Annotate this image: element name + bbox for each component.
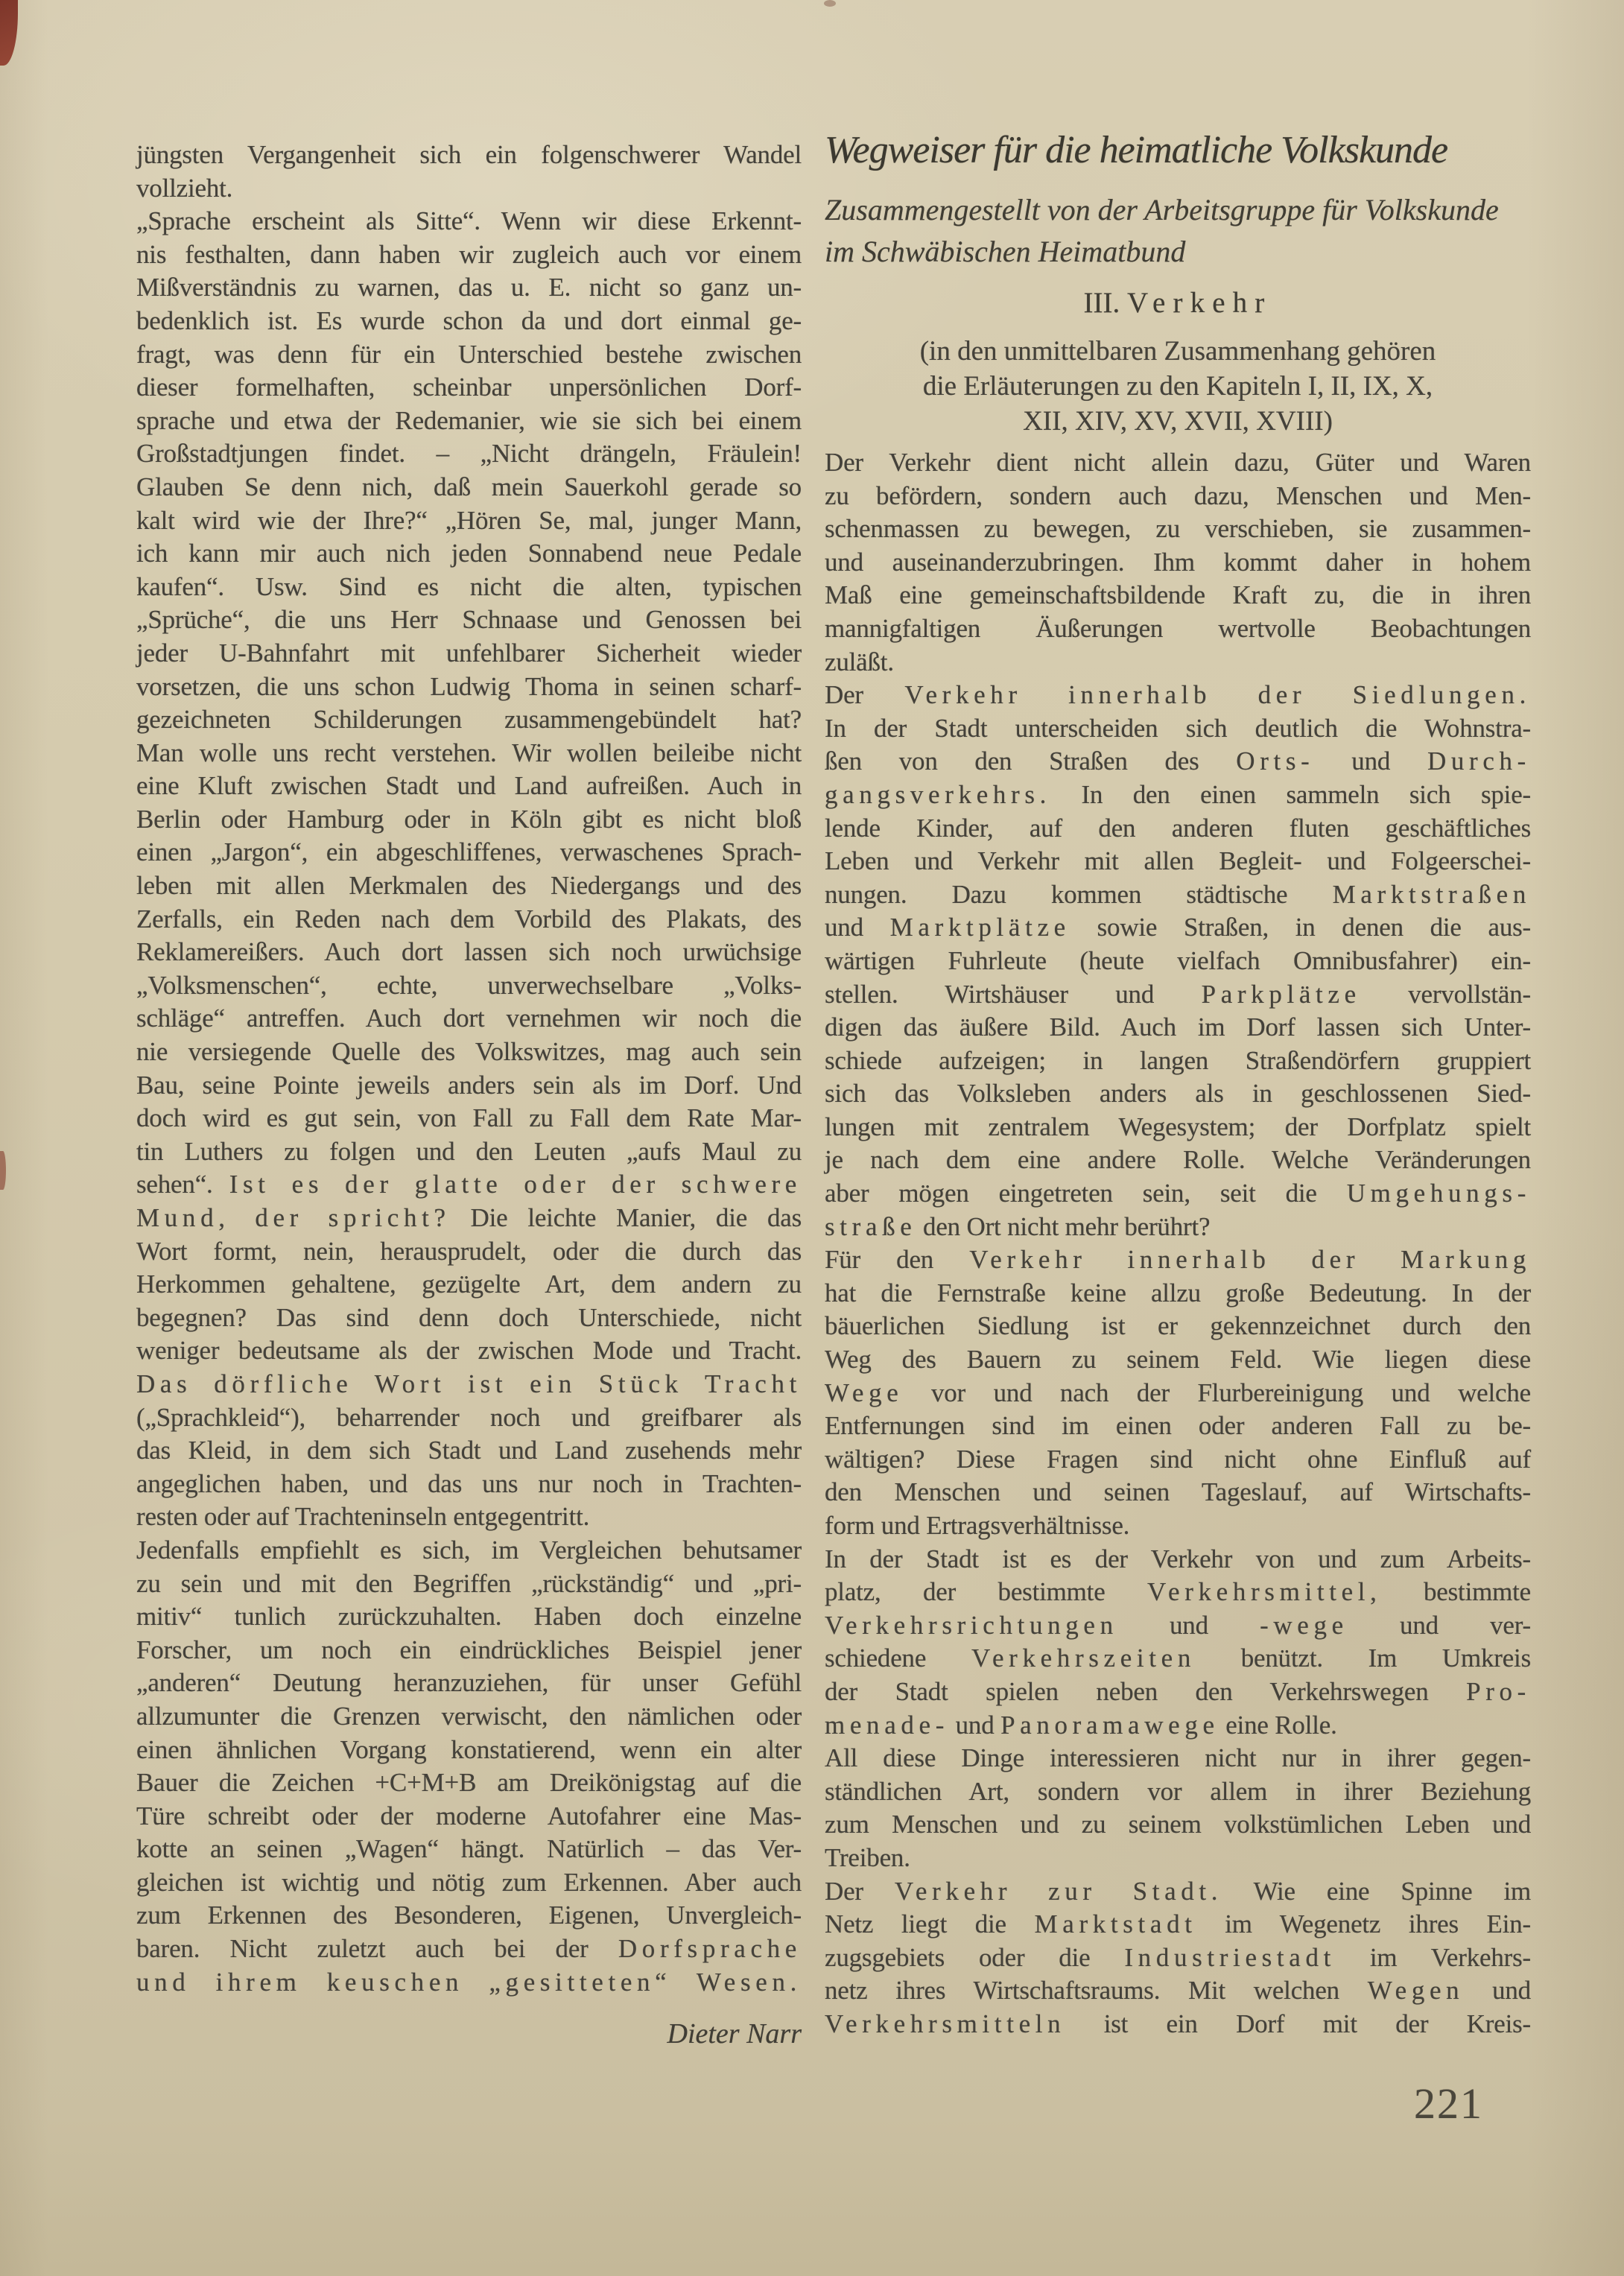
plain-text: In der Stadt ist es der Verkehr von und zum Arbeits- <box>825 1544 1531 1573</box>
scan-edge-mark <box>824 0 836 7</box>
text-line <box>825 1775 1531 1809</box>
plain-text: schiede aufzeigen; in langen Straßendörfern gruppiert <box>825 1045 1531 1075</box>
text-line <box>136 1036 802 1069</box>
text-line <box>825 1277 1531 1310</box>
text-line <box>825 1609 1531 1643</box>
text-line <box>825 1676 1531 1709</box>
plain-text: allzumunter die Grenzen verwischt, den nämlichen oder <box>136 1701 802 1731</box>
text-line <box>136 238 802 272</box>
text-line <box>136 1766 802 1800</box>
plain-text: stellen. Wirtshäuser und <box>825 979 1202 1009</box>
text-line <box>136 869 802 903</box>
plain-text: mannigfaltigen Äußerungen wertvolle Beobachtungen <box>825 613 1531 643</box>
text-line <box>825 1310 1531 1343</box>
letterspaced-text: Pro- <box>1466 1676 1531 1706</box>
author-signature: Dieter Narr <box>667 2018 802 2050</box>
letterspaced-text: Verkehrsmitteln <box>825 2009 1066 2038</box>
text-line <box>825 1377 1531 1410</box>
plain-text: kaufen“. Usw. Sind es nicht die alten, typischen <box>136 571 802 601</box>
text-line <box>825 945 1531 978</box>
plain-text: im Verkehrs- <box>1336 1942 1531 1972</box>
text-line <box>825 1111 1531 1144</box>
text-line <box>136 1667 802 1700</box>
letterspaced-text: -wege <box>1260 1610 1348 1640</box>
text-line <box>136 1600 802 1634</box>
text-line <box>825 679 1531 712</box>
text-line <box>136 770 802 803</box>
text-line <box>136 338 802 372</box>
letterspaced-text: Ist es der glatte oder der schwere <box>229 1170 802 1199</box>
plain-text: schiedene <box>825 1643 971 1673</box>
text-line <box>136 1401 802 1435</box>
article-title: Wegweiser für die heimatliche Volkskunde <box>825 129 1448 171</box>
plain-text: ich kann mir auch nich jeden Sonnabend neue Pedale <box>136 539 802 568</box>
plain-text: gezeichneten Schilderungen zusammengebündelt hat? <box>136 705 802 735</box>
letterspaced-text: menade- <box>825 1710 950 1740</box>
text-line <box>136 271 802 305</box>
plain-text: vollzieht. <box>136 173 233 203</box>
plain-text: resten oder auf Trachteninseln entgegentritt. <box>136 1502 590 1532</box>
plain-text: jeder U-Bahnfahrt mit unfehlbarer Sicherheit wieder <box>136 638 802 668</box>
plain-text: netz ihres Wirtschaftsraums. Mit welchen <box>825 1976 1368 2006</box>
text-line <box>136 1833 802 1866</box>
text-line <box>825 812 1531 846</box>
plain-text: „Sprache erscheint als Sitte“. Wenn wir diese Erkennt- <box>136 206 802 236</box>
plain-text: Forscher, um noch ein eindrückliches Beispiel jener <box>136 1635 802 1664</box>
plain-text: und <box>1464 1976 1531 2006</box>
text-line <box>825 779 1531 812</box>
plain-text: ßen von den Straßen des <box>825 746 1237 776</box>
plain-text: doch wird es gut sein, von Fall zu Fall dem Rate Mar- <box>136 1103 802 1133</box>
text-line <box>136 1368 802 1401</box>
plain-text: Maß eine gemeinschaftsbildende Kraft zu, die in ihren <box>825 580 1531 610</box>
letterspaced-text: Umgehungs- <box>1346 1179 1531 1208</box>
plain-text: („Sprachkleid“), beharrender noch und greifbarer als <box>136 1402 802 1432</box>
text-line <box>825 1476 1531 1509</box>
text-line <box>136 1899 802 1933</box>
text-line <box>136 603 802 637</box>
text-line <box>136 1933 802 1966</box>
text-line <box>136 737 802 770</box>
text-line <box>825 978 1531 1012</box>
text-line <box>136 703 802 737</box>
plain-text: Der Verkehr dient nicht allein dazu, Güter und Waren <box>825 448 1531 477</box>
text-line <box>825 1875 1531 1909</box>
note-line: (in den unmittelbaren Zusammenhang gehören <box>919 336 1436 367</box>
plain-text: lungen mit zentralem Wegesystem; der Dorfplatz spielt <box>825 1112 1531 1141</box>
plain-text: Reklamereißers. Auch dort lassen sich noch urwüchsige <box>136 937 802 967</box>
text-line <box>136 371 802 405</box>
plain-text: einen ähnlichen Vorgang konstatierend, wenn ein alter <box>136 1734 802 1764</box>
plain-text: mitiv“ tunlich zurückzuhalten. Haben doch einzelne <box>136 1602 802 1632</box>
plain-text: All diese Dinge interessieren nicht nur in ihrer gegen- <box>825 1743 1531 1773</box>
text-line <box>136 671 802 704</box>
plain-text: gleichen ist wichtig und nötig zum Erkennen. Aber auch <box>136 1867 802 1897</box>
text-line <box>136 1135 802 1169</box>
letterspaced-text: Mund, der spricht? <box>136 1203 451 1232</box>
text-line <box>136 571 802 604</box>
text-line <box>136 1268 802 1302</box>
text-line <box>136 1202 802 1235</box>
plain-text: zuläßt. <box>825 647 894 676</box>
letterspaced-text: Marktstraßen <box>1332 879 1531 909</box>
plain-text: Wort formt, nein, herausprudelt, oder die durch das <box>136 1236 802 1266</box>
text-line <box>136 1069 802 1103</box>
plain-text: zum Menschen und zu seinem volkstümlichen Leben und <box>825 1810 1531 1839</box>
letterspaced-text: Verkehrsmittel, <box>1146 1577 1382 1607</box>
plain-text: sich das Volksleben anders als in geschlossenen Sied- <box>825 1079 1531 1109</box>
plain-text: Weg des Bauern zu seinem Feld. Wie liegen diese <box>825 1345 1531 1375</box>
plain-text: angeglichen haben, und das uns nur noch in Trachten- <box>136 1468 802 1498</box>
letterspaced-text: Das dörfliche Wort ist ein Stück Tracht <box>136 1369 802 1398</box>
text-line <box>136 437 802 471</box>
section-title: Verkehr <box>1127 287 1272 319</box>
letterspaced-text: Marktplätze <box>889 913 1070 942</box>
plain-text: vor und nach der Flurbereinigung und welche <box>903 1378 1531 1407</box>
plain-text: Treiben. <box>825 1842 910 1872</box>
plain-text: Für den <box>825 1245 970 1275</box>
plain-text: Mißverständnis zu warnen, das u. E. nicht so ganz un- <box>136 273 802 302</box>
plain-text: den Ort nicht mehr berührt? <box>916 1211 1211 1241</box>
text-line <box>825 712 1531 746</box>
text-line <box>136 1002 802 1036</box>
plain-text: jüngsten Vergangenheit sich ein folgenschwerer Wandel <box>136 140 802 169</box>
plain-text: zu befördern, sondern auch dazu, Menschen und Men- <box>825 481 1531 510</box>
plain-text: das Kleid, in dem sich Stadt und Land zusehends mehr <box>136 1436 802 1465</box>
text-line <box>136 537 802 571</box>
letterspaced-text: Industriestadt <box>1124 1942 1336 1972</box>
text-line <box>136 1168 802 1202</box>
letterspaced-text: Verkehr zur Stadt. <box>894 1876 1223 1906</box>
text-line <box>825 2008 1531 2041</box>
plain-text: „anderen“ Deutung heranzuziehen, für unser Gefühl <box>136 1668 802 1698</box>
text-line <box>136 1534 802 1567</box>
plain-text: Bau, seine Pointe jeweils anders sein als im Dorf. Und <box>136 1070 802 1100</box>
text-line <box>136 969 802 1003</box>
text-line <box>825 646 1531 679</box>
text-line <box>825 1543 1531 1576</box>
plain-text: zu sein und mit den Begriffen „rückständig“ und „pri- <box>136 1568 802 1598</box>
plain-text: bestimmte <box>1381 1577 1531 1607</box>
text-line <box>825 1443 1531 1477</box>
text-line <box>825 1177 1531 1211</box>
plain-text: form und Ertragsverhältnisse. <box>825 1511 1130 1540</box>
text-line <box>136 1800 802 1833</box>
subtitle-line: im Schwäbischen Heimatbund <box>825 235 1186 268</box>
text-line <box>136 172 802 206</box>
plain-text: und auseinanderzubringen. Ihm kommt daher in hohem <box>825 547 1531 577</box>
section-heading <box>825 286 1531 320</box>
plain-text: aber mögen eingetreten sein, seit die <box>825 1179 1347 1208</box>
text-line <box>136 471 802 504</box>
plain-text: eine Rolle. <box>1219 1710 1337 1740</box>
text-line <box>136 903 802 936</box>
note-line: die Erläuterungen zu den Kapiteln I, II, IX, X, <box>922 371 1433 402</box>
plain-text: „Volksmenschen“, echte, unverwechselbare „Volks- <box>136 970 802 1000</box>
plain-text: Der <box>825 1876 895 1906</box>
plain-text: je nach dem eine andere Rolle. Welche Veränderungen <box>825 1145 1531 1175</box>
plain-text: sowie Straßen, in denen die aus- <box>1070 913 1531 942</box>
plain-text: ständlichen Art, sondern vor allem in ihrer Beziehung <box>825 1776 1531 1806</box>
chapter-cross-reference <box>825 334 1531 439</box>
plain-text: schenmassen zu bewegen, zu verschieben, sie zusammen- <box>825 514 1531 544</box>
plain-text: sprache und etwa der Redemanier, wie sie sich bei einem <box>136 405 802 435</box>
letterspaced-text: straße <box>825 1211 917 1241</box>
plain-text: In der Stadt unterscheiden sich deutlich die Wohnstra- <box>825 713 1531 743</box>
plain-text: im Wegenetz ihres Ein- <box>1196 1909 1531 1939</box>
plain-text: und ver- <box>1348 1610 1531 1640</box>
text-line <box>136 205 802 238</box>
text-line <box>136 1634 802 1667</box>
plain-text: digen das äußere Bild. Auch im Dorf lassen sich Unter- <box>825 1012 1531 1042</box>
text-line <box>825 546 1531 580</box>
plain-text: In den einen sammeln sich spie- <box>1051 779 1531 809</box>
plain-text: einen „Jargon“, ein abgeschliffenes, verwaschenes Sprach- <box>136 837 802 867</box>
text-line <box>825 1642 1531 1676</box>
text-line <box>825 612 1531 646</box>
text-line <box>825 1243 1531 1277</box>
text-line <box>825 1509 1531 1543</box>
plain-text: bäuerlichen Siedlung ist er gekennzeichnet durch den <box>825 1311 1531 1341</box>
text-line <box>825 1974 1531 2008</box>
letterspaced-text: Verkehrszeiten <box>971 1643 1196 1673</box>
text-line <box>825 845 1531 878</box>
text-line <box>825 513 1531 546</box>
plain-text: Berlin oder Hamburg oder in Köln gibt es nicht bloß <box>136 804 802 834</box>
plain-text: benützt. Im Umkreis <box>1196 1643 1532 1673</box>
text-line <box>136 1734 802 1767</box>
page-number: 221 <box>1414 2079 1483 2128</box>
text-line <box>825 1808 1531 1842</box>
plain-text: Glauben Se denn nich, daß mein Sauerkohl gerade so <box>136 472 802 501</box>
plain-text: vorsetzen, die uns schon Ludwig Thoma in seinen scharf- <box>136 671 802 701</box>
plain-text: Jedenfalls empfiehlt es sich, im Vergleichen behutsamer <box>136 1535 802 1565</box>
letterspaced-text: gangsverkehrs. <box>825 779 1052 809</box>
plain-text: der Stadt spielen neben den Verkehrswegen <box>825 1676 1467 1706</box>
plain-text: den Menschen und seinen Tageslauf, auf Wirtschafts- <box>825 1477 1531 1507</box>
text-line <box>136 1500 802 1534</box>
text-line <box>136 803 802 837</box>
text-line <box>825 446 1531 480</box>
letterspaced-text: Panoramawege <box>1000 1710 1219 1740</box>
plain-text: und <box>1314 746 1427 776</box>
letterspaced-text: Dorfsprache <box>618 1934 802 1964</box>
text-line <box>136 1966 802 2000</box>
plain-text: fragt, was denn für ein Unterschied bestehe zwischen <box>136 339 802 369</box>
text-line <box>136 936 802 969</box>
text-line <box>136 139 802 172</box>
plain-text: eine Kluft zwischen Stadt und Land aufreißen. Auch in <box>136 771 802 801</box>
plain-text: Großstadtjungen findet. – „Nicht drängeln, Fräulein! <box>136 439 802 469</box>
plain-text: Die leichte Manier, die das <box>450 1203 802 1232</box>
text-line <box>136 1302 802 1335</box>
text-line <box>136 1468 802 1501</box>
text-line <box>136 504 802 538</box>
letterspaced-text: Durch- <box>1427 746 1531 776</box>
plain-text: Zerfalls, ein Reden nach dem Vorbild des Plakats, des <box>136 904 802 933</box>
text-line <box>825 1842 1531 1875</box>
scan-edge-mark <box>0 0 18 66</box>
text-line <box>825 1343 1531 1377</box>
plain-text: Wie eine Spinne im <box>1222 1876 1531 1906</box>
plain-text: Man wolle uns recht verstehen. Wir wollen beileibe nicht <box>136 738 802 767</box>
text-line <box>825 1045 1531 1078</box>
text-line <box>825 745 1531 779</box>
text-line <box>825 1941 1531 1975</box>
text-line <box>825 1077 1531 1111</box>
plain-text: Der <box>825 680 905 710</box>
text-line <box>136 1866 802 1900</box>
letterspaced-text: Marktstadt <box>1034 1909 1197 1939</box>
text-line <box>136 1102 802 1135</box>
plain-text: lende Kinder, auf den anderen fluten geschäftliches <box>825 813 1531 843</box>
plain-text: nie versiegende Quelle des Volkswitzes, mag auch sein <box>136 1037 802 1067</box>
text-line <box>825 1742 1531 1775</box>
plain-text: kotte an seinen „Wagen“ hängt. Natürlich – das Ver- <box>136 1834 802 1864</box>
text-line <box>136 405 802 438</box>
plain-text: „Sprüche“, die uns Herr Schnaase und Genossen bei <box>136 605 802 635</box>
plain-text: Entfernungen sind im einen oder anderen Fall zu be- <box>825 1411 1531 1441</box>
plain-text: ist ein Dorf mit der Kreis- <box>1065 2009 1531 2038</box>
plain-text: weniger bedeutsame als der zwischen Mode und Tracht. <box>136 1336 802 1366</box>
plain-text: platz, der bestimmte <box>825 1577 1147 1607</box>
text-line <box>136 1235 802 1269</box>
plain-text: Herkommen gehaltene, gezügelte Art, dem andern zu <box>136 1269 802 1299</box>
plain-text: Bauer die Zeichen +C+M+B am Dreikönigstag auf die <box>136 1768 802 1798</box>
plain-text: sehen“. <box>136 1170 229 1199</box>
article-subtitle <box>825 189 1531 273</box>
letterspaced-text: Parkplätze <box>1201 979 1361 1009</box>
plain-text: kalt wird wie der Ihre?“ „Hören Se, mal, junger Mann, <box>136 505 802 535</box>
text-line <box>825 1144 1531 1177</box>
letterspaced-text: Verkehr innerhalb der Markung <box>969 1245 1531 1275</box>
plain-text: zum Erkennen des Besonderen, Eigenen, Unvergleich- <box>136 1901 802 1930</box>
plain-text: hat die Fernstraße keine allzu große Bedeutung. In der <box>825 1278 1531 1307</box>
plain-text: baren. Nicht zuletzt auch bei der <box>136 1934 618 1964</box>
text-line <box>825 1211 1531 1244</box>
text-line <box>825 1011 1531 1045</box>
text-line <box>825 579 1531 612</box>
plain-text: schläge“ antreffen. Auch dort vernehmen wir noch die <box>136 1004 802 1033</box>
text-line <box>825 480 1531 513</box>
note-line: XII, XIV, XV, XVII, XVIII) <box>1023 406 1333 437</box>
plain-text: wältigen? Diese Fragen sind nicht ohne Einfluß auf <box>825 1444 1531 1474</box>
right-text-column <box>825 446 1531 2041</box>
text-line <box>136 305 802 338</box>
plain-text: wärtigen Fuhrleute (heute vielfach Omnibusfahrer) ein- <box>825 945 1531 975</box>
letterspaced-text: Wegen <box>1367 1976 1465 2006</box>
plain-text: und <box>949 1710 1001 1740</box>
text-line <box>136 1334 802 1368</box>
plain-text: Leben und Verkehr mit allen Begleit- und Folgeerschei- <box>825 846 1531 876</box>
plain-text: und <box>1117 1610 1260 1640</box>
letterspaced-text: Verkehr innerhalb der Siedlungen. <box>904 680 1531 710</box>
scan-edge-mark <box>0 1151 6 1190</box>
text-line <box>825 878 1531 912</box>
plain-text: Türe schreibt oder der moderne Autofahrer eine Mas- <box>136 1801 802 1830</box>
text-line <box>136 836 802 869</box>
text-line <box>136 1700 802 1734</box>
letterspaced-text: Verkehrsrichtungen <box>825 1610 1118 1640</box>
plain-text: leben mit allen Merkmalen des Niedergangs und des <box>136 871 802 901</box>
subtitle-line: Zusammengestellt von der Arbeitsgruppe für Volkskunde <box>825 193 1499 226</box>
plain-text: nungen. Dazu kommen städtische <box>825 879 1333 909</box>
text-line <box>825 1576 1531 1609</box>
left-text-column <box>136 139 802 1999</box>
plain-text: bedenklich ist. Es wurde schon da und dort einmal ge- <box>136 305 802 335</box>
plain-text: Netz liegt die <box>825 1909 1035 1939</box>
plain-text: zugsgebiets oder die <box>825 1942 1125 1972</box>
letterspaced-text: Wege <box>825 1378 904 1407</box>
plain-text: vervollstän- <box>1360 979 1531 1009</box>
plain-text: tin Luthers zu folgen und den Leuten „aufs Maul zu <box>136 1136 802 1166</box>
text-line <box>825 1410 1531 1443</box>
text-line <box>825 1908 1531 1941</box>
text-line <box>825 911 1531 945</box>
section-number: III. <box>1083 287 1128 319</box>
letterspaced-text: und ihrem keuschen „gesitteten“ Wesen. <box>136 1967 802 1997</box>
plain-text: dieser formelhaften, scheinbar unpersönlichen Dorf- <box>136 373 802 402</box>
plain-text: und <box>825 913 890 942</box>
letterspaced-text: Orts- <box>1236 746 1315 776</box>
plain-text: begegnen? Das sind denn doch Unterschiede, nicht <box>136 1302 802 1332</box>
plain-text: nis festhalten, dann haben wir zugleich auch vor einem <box>136 239 802 269</box>
text-line <box>825 1709 1531 1743</box>
text-line <box>136 637 802 671</box>
text-line <box>136 1434 802 1468</box>
text-line <box>136 1567 802 1601</box>
